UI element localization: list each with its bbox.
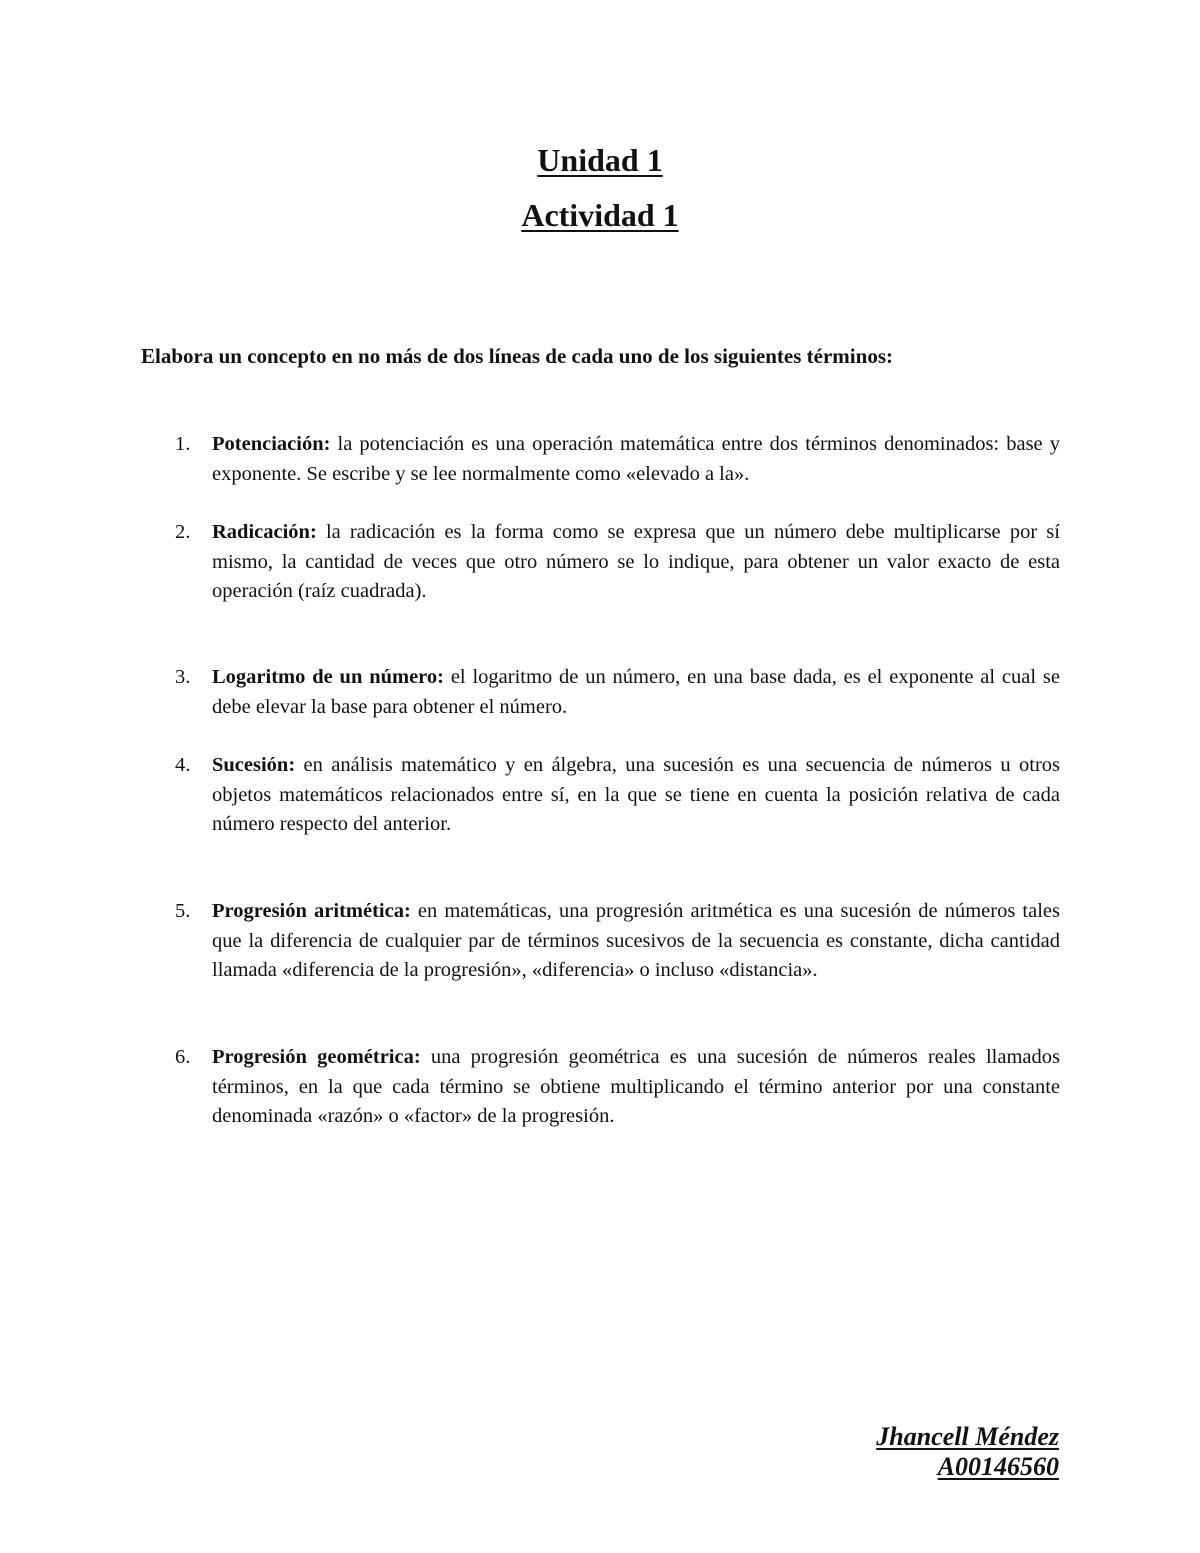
item-number: 3. (175, 666, 191, 688)
item-term: Logaritmo de un número: (212, 666, 444, 688)
list-item (175, 663, 1060, 722)
item-number: 4. (175, 754, 191, 776)
item-term: Sucesión: (212, 754, 296, 776)
list-item (175, 518, 1060, 607)
item-number: 2. (175, 521, 191, 543)
activity-title (0, 197, 1200, 233)
instructions: Elabora un concepto en no más de dos líneas de cada uno de los siguientes términos: (141, 344, 893, 368)
list-item (175, 897, 1060, 986)
item-number: 1. (175, 433, 191, 455)
item-term: Potenciación: (212, 433, 331, 455)
author-name: Jhancell Méndez (876, 1422, 1059, 1451)
item-definition: la potenciación es una operación matemática entre dos términos denominados: base y exponente. Se escribe y se lee normalmente como «elevado a la». (212, 433, 1060, 485)
item-definition: la radicación es la forma como se expresa que un número debe multiplicarse por sí mismo, la cantidad de veces que otro número se lo indique, para obtener un valor exacto de esta operación (raíz cuadrada). (212, 521, 1060, 602)
unit-title (0, 142, 1200, 178)
item-definition: en matemáticas, una progresión aritmética es una sucesión de números tales que la diferencia de cualquier par de términos sucesivos de la secuencia es constante, dicha cantidad llamada «diferencia de la progresión», «diferencia» o incluso «distancia». (212, 900, 1060, 981)
unit-title-text: Unidad 1 (537, 142, 663, 178)
item-definition: una progresión geométrica es una sucesión de números reales llamados términos, en la que cada término se obtiene multiplicando el término anterior por una constante denominada «razón» o «factor» de la progresión. (212, 1046, 1060, 1127)
list-item (175, 1043, 1060, 1132)
activity-title-text: Actividad 1 (521, 197, 679, 233)
item-term: Progresión aritmética: (212, 900, 411, 922)
list-item (175, 430, 1060, 489)
item-definition: en análisis matemático y en álgebra, una sucesión es una secuencia de números u otros objetos matemáticos relacionados entre sí, en la que se tiene en cuenta la posición relativa de cada número respecto del anterior. (212, 754, 1060, 835)
item-definition: el logaritmo de un número, en una base dada, es el exponente al cual se debe elevar la base para obtener el número. (212, 666, 1060, 718)
student-id: A00146560 (937, 1452, 1059, 1481)
item-term: Radicación: (212, 521, 317, 543)
item-number: 5. (175, 900, 191, 922)
item-number: 6. (175, 1046, 191, 1068)
signature-block (876, 1422, 1059, 1482)
item-term: Progresión geométrica: (212, 1046, 421, 1068)
list-item (175, 751, 1060, 840)
